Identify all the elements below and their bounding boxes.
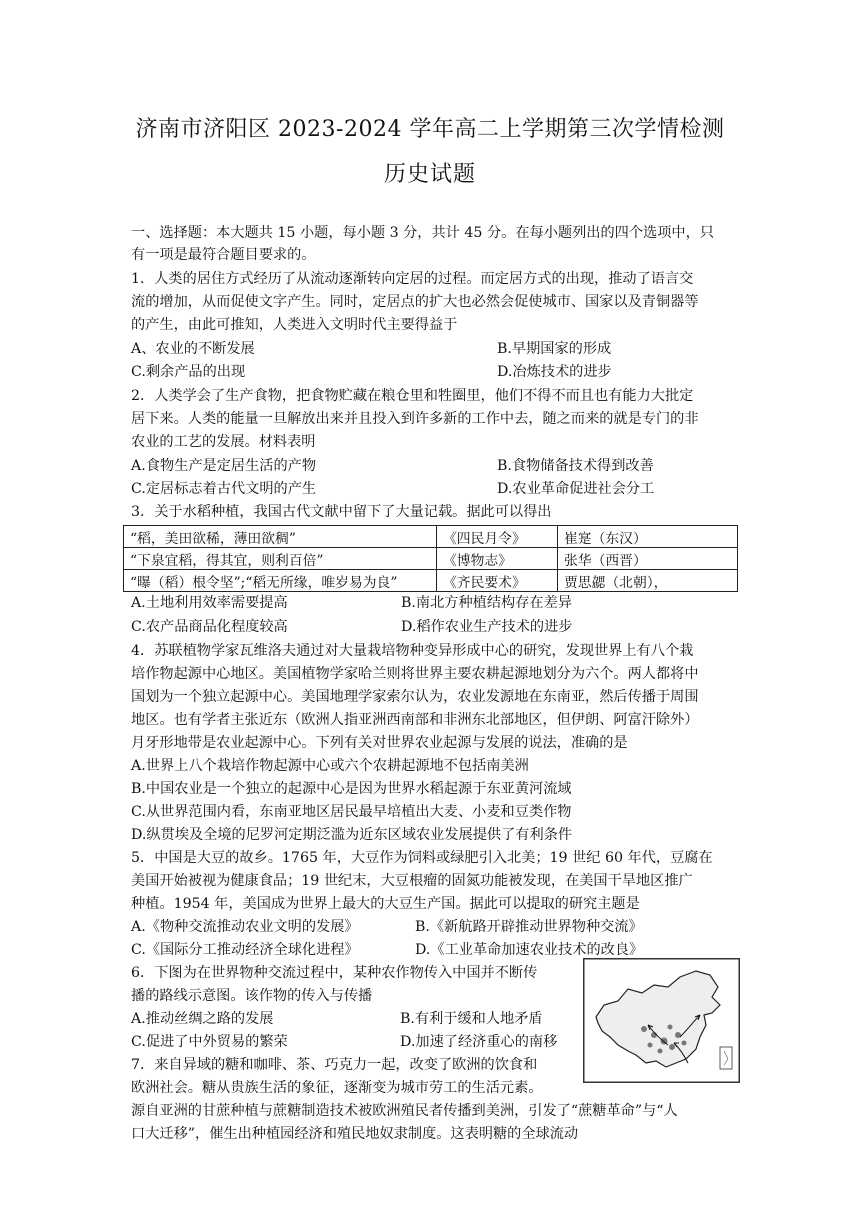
question-2-option-c: C.定居标志着古代文明的产生 [131, 481, 317, 497]
question-2-option-a: A.食物生产是定居生活的产物 [131, 458, 317, 474]
question-7-stem: 源自亚洲的甘蔗种植与蔗糖制造技术被欧洲殖民者传播到美洲，引发了“蔗糖革命”与“人 [131, 1103, 678, 1119]
table-row [124, 570, 738, 592]
table-cell-author: 崔寔（东汉） [558, 526, 738, 548]
question-1-stem: 流的增加，从而促使文字产生。同时，定居点的扩大也必然会促使城市、国家以及青铜器等 [131, 294, 699, 310]
question-4-stem: 4．苏联植物学家瓦维洛夫通过对大量栽培物种变异形成中心的研究，发现世界上有八个栽 [131, 643, 694, 659]
question-1-option-b: B.早期国家的形成 [497, 341, 612, 357]
question-3-option-a: A.土地利用效率需要提高 [131, 595, 288, 611]
question-7-stem: 欧洲社会。糖从贵族生活的象征，逐渐变为城市劳工的生活元素。 [131, 1080, 543, 1096]
question-5-stem: 美国开始被视为健康食品；19 世纪末，大豆根瘤的固氮功能被发现，在美国干旱地区推广 [131, 873, 693, 889]
question-1-stem: 的产生，由此可推知，人类进入文明时代主要得益于 [131, 317, 458, 333]
question-6-option-d: D.加速了经济重心的南移 [400, 1034, 558, 1050]
question-2-stem: 农业的工艺的发展。材料表明 [131, 434, 316, 450]
question-4-stem: 地区。也有学者主张近东（欧洲人指亚洲西南部和非洲东北部地区，但伊朗、阿富汗除外） [131, 712, 699, 728]
section-instructions: 一、选择题：本大题共 15 小题，每小题 3 分，共计 45 分。在每小题列出的四个选项中，只 [131, 225, 714, 241]
table-row [124, 526, 738, 548]
question-4-option-d: D.纵贯埃及全境的尼罗河定期泛滥为近东区域农业发展提供了有利条件 [131, 827, 573, 843]
table-cell-quote: “下泉宜稻，得其宜，则利百倍” [124, 548, 437, 570]
question-1-option-a: A、农业的不断发展 [131, 341, 255, 357]
question-5-option-c: C.《国际分工推动经济全球化进程》 [131, 942, 359, 958]
question-2-option-d: D.农业革命促进社会分工 [497, 481, 655, 497]
page-subtitle: 历史试题 [383, 162, 476, 187]
question-2-stem: 2．人类学会了生产食物，把食物贮藏在粮仓里和牲圈里，他们不得不而且也有能力大批定 [131, 388, 694, 404]
question-6-option-b: B.有利于缓和人地矛盾 [400, 1011, 543, 1027]
table-cell-quote: “曝（稻）根令坚”;“稻无所缘，唯岁易为良” [124, 570, 437, 592]
question-4-option-a: A.世界上八个栽培作物起源中心或六个农耕起源地不包括南美洲 [131, 758, 529, 774]
question-3-stem: 3．关于水稻种植，我国古代文献中留下了大量记载。据此可以得出 [131, 504, 552, 520]
question-5-option-d: D.《工业革命加速农业技术的改良》 [415, 942, 644, 958]
question-2-option-b: B.食物储备技术得到改善 [497, 458, 654, 474]
question-1-option-c: C.剩余产品的出现 [131, 364, 246, 380]
question-3-source-table [123, 525, 738, 592]
section-instructions: 有一项是最符合题目要求的。 [131, 247, 316, 263]
table-cell-author: 贾思勰（北朝）， [558, 570, 738, 592]
table-cell-book: 《博物志》 [437, 548, 558, 570]
question-5-option-b: B.《新航路开辟推动世界物种交流》 [415, 919, 643, 935]
china-map-figure [583, 958, 740, 1083]
table-cell-book: 《齐民要术》 [437, 570, 558, 592]
question-7-stem: 口大迁移”，催生出种植园经济和殖民地奴隶制度。这表明糖的全球流动 [131, 1126, 579, 1142]
question-4-stem: 国划为一个独立起源中心。美国地理学家索尔认为，农业发源地在东南亚，然后传播于周围 [131, 689, 699, 705]
table-cell-author: 张华（西晋） [558, 548, 738, 570]
table-cell-quote: “稻，美田欲稀，薄田欲稠” [124, 526, 437, 548]
question-5-option-a: A.《物种交流推动农业文明的发展》 [131, 919, 359, 935]
question-3-option-c: C.农产品商品化程度较高 [131, 619, 288, 635]
table-cell-book: 《四民月令》 [437, 526, 558, 548]
question-5-stem: 种植。1954 年，美国成为世界上最大的大豆生产国。据此可以提取的研究主题是 [131, 896, 640, 912]
question-6-option-c: C.促进了中外贸易的繁荣 [131, 1034, 288, 1050]
question-4-option-b: B.中国农业是一个独立的起源中心是因为世界水稻起源于东亚黄河流域 [131, 781, 572, 797]
question-2-stem: 居下来。人类的能量一旦解放出来并且投入到许多新的工作中去，随之而来的就是专门的非 [131, 411, 699, 427]
question-3-option-d: D.稻作农业生产技术的进步 [401, 619, 573, 635]
question-5-stem: 5．中国是大豆的故乡。1765 年，大豆作为饲料或绿肥引入北美；19 世纪 60 年代，豆腐在 [131, 850, 713, 866]
question-7-stem: 7．来自异域的糖和咖啡、茶、巧克力一起，改变了欧洲的饮食和 [131, 1057, 538, 1073]
question-4-stem: 月牙形地带是农业起源中心。下列有关对世界农业起源与发展的说法，准确的是 [131, 735, 628, 751]
question-4-option-c: C.从世界范围内看，东南亚地区居民最早培植出大麦、小麦和豆类作物 [131, 804, 572, 820]
table-row [124, 548, 738, 570]
question-3-option-b: B.南北方种植结构存在差异 [401, 595, 572, 611]
question-1-stem: 1．人类的居住方式经历了从流动逐渐转向定居的过程。而定居方式的出现，推动了语言交 [131, 271, 694, 287]
question-6-stem: 6．下图为在世界物种交流过程中，某种农作物传入中国并不断传 [131, 965, 538, 981]
question-1-option-d: D.冶炼技术的进步 [497, 364, 612, 380]
page-title: 济南市济阳区 2023-2024 学年高二上学期第三次学情检测 [135, 117, 725, 142]
question-4-stem: 培作物起源中心地区。美国植物学家哈兰则将世界主要农耕起源地划分为六个。两人都将中 [131, 666, 699, 682]
question-6-option-a: A.推动丝绸之路的发展 [131, 1011, 274, 1027]
question-6-stem: 播的路线示意图。该作物的传入与传播 [131, 988, 373, 1004]
